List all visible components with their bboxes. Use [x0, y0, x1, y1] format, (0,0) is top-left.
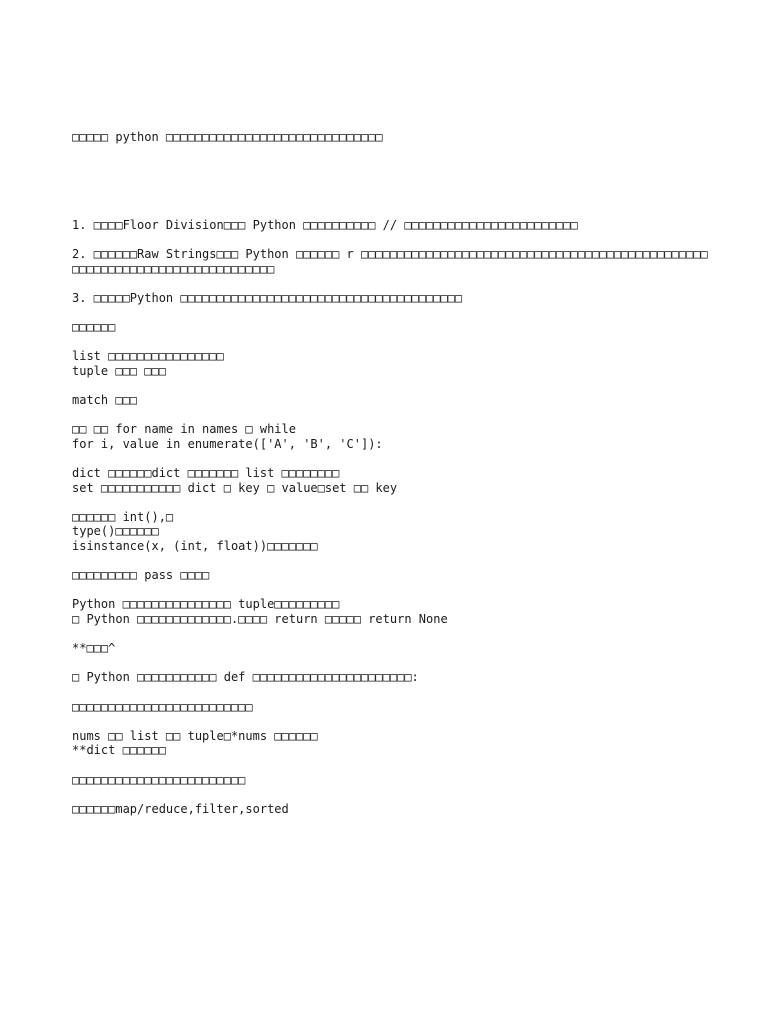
- paragraph: [72, 568, 712, 583]
- text-line: match □□□: [72, 393, 138, 408]
- paragraph: [72, 218, 712, 233]
- paragraph: [72, 291, 712, 306]
- document-title: [72, 101, 712, 174]
- text-line: nums □□ list □□ tuple□*nums □□□□□□: [72, 728, 318, 743]
- paragraph: [72, 320, 712, 335]
- paragraph: [72, 466, 712, 495]
- text-line: 2. □□□□□□Raw Strings□□□ Python □□□□□□ r □□□□□□□□□□□□□□□□□□□□□□□□□□□□□□□□□□□□□□□□□□□□□□□□□□□□□□□□□□□□□□□□□□□□□□□□□□□□: [72, 247, 708, 276]
- text-line: **□□□^: [72, 641, 116, 656]
- title-line: □□□□□ python □□□□□□□□□□□□□□□□□□□□□□□□□□□□□□: [72, 130, 383, 145]
- text-line: □□□□□□□□□□□□□□□□□□□□□□□□: [72, 772, 246, 787]
- text-line: □□ □□ for name in names □ while: [72, 422, 296, 437]
- text-line: Python □□□□□□□□□□□□□□□ tuple□□□□□□□□□: [72, 597, 340, 612]
- paragraph: [72, 510, 712, 554]
- paragraph: [72, 773, 712, 788]
- text-line: list □□□□□□□□□□□□□□□□: [72, 349, 224, 364]
- paragraph: [72, 802, 712, 817]
- paragraph: [72, 641, 712, 656]
- text-line: set □□□□□□□□□□□ dict □ key □ value□set □□ key: [72, 480, 398, 495]
- text-line: □ Python □□□□□□□□□□□□□.□□□□ return □□□□□ return None: [72, 611, 448, 626]
- paragraph: [72, 670, 712, 685]
- paragraph: [72, 422, 712, 451]
- text-line: isinstance(x, (int, float))□□□□□□□: [72, 539, 318, 553]
- paragraph: [72, 729, 712, 758]
- paragraph: [72, 393, 712, 408]
- paragraph: [72, 247, 712, 276]
- text-line: type()□□□□□□: [72, 524, 159, 539]
- paragraph: [72, 349, 712, 378]
- paragraph: [72, 700, 712, 715]
- text-line: □□□□□□map/reduce,filter,sorted: [72, 801, 289, 816]
- paragraph-list: [72, 218, 712, 816]
- text-line: for i, value in enumerate(['A', 'B', 'C']):: [72, 436, 383, 451]
- text-line: 3. □□□□□Python □□□□□□□□□□□□□□□□□□□□□□□□□□□□□□□□□□□□□□□: [72, 290, 463, 305]
- text-line: □□□□□□□□□□□□□□□□□□□□□□□□□: [72, 699, 253, 714]
- text-line: □ Python □□□□□□□□□□□ def □□□□□□□□□□□□□□□□□□□□□□:: [72, 670, 419, 685]
- text-line: □□□□□□ int(),□: [72, 509, 174, 524]
- paragraph: [72, 597, 712, 626]
- text-line: 1. □□□□Floor Division□□□ Python □□□□□□□□□□ // □□□□□□□□□□□□□□□□□□□□□□□□: [72, 217, 578, 232]
- text-line: □□□□□□: [72, 320, 116, 335]
- text-line: tuple □□□ □□□: [72, 363, 166, 378]
- document-body: [72, 72, 712, 845]
- text-line: **dict □□□□□□: [72, 743, 166, 758]
- text-line: dict □□□□□□dict □□□□□□□ list □□□□□□□□: [72, 466, 340, 481]
- text-line: □□□□□□□□□ pass □□□□: [72, 568, 210, 583]
